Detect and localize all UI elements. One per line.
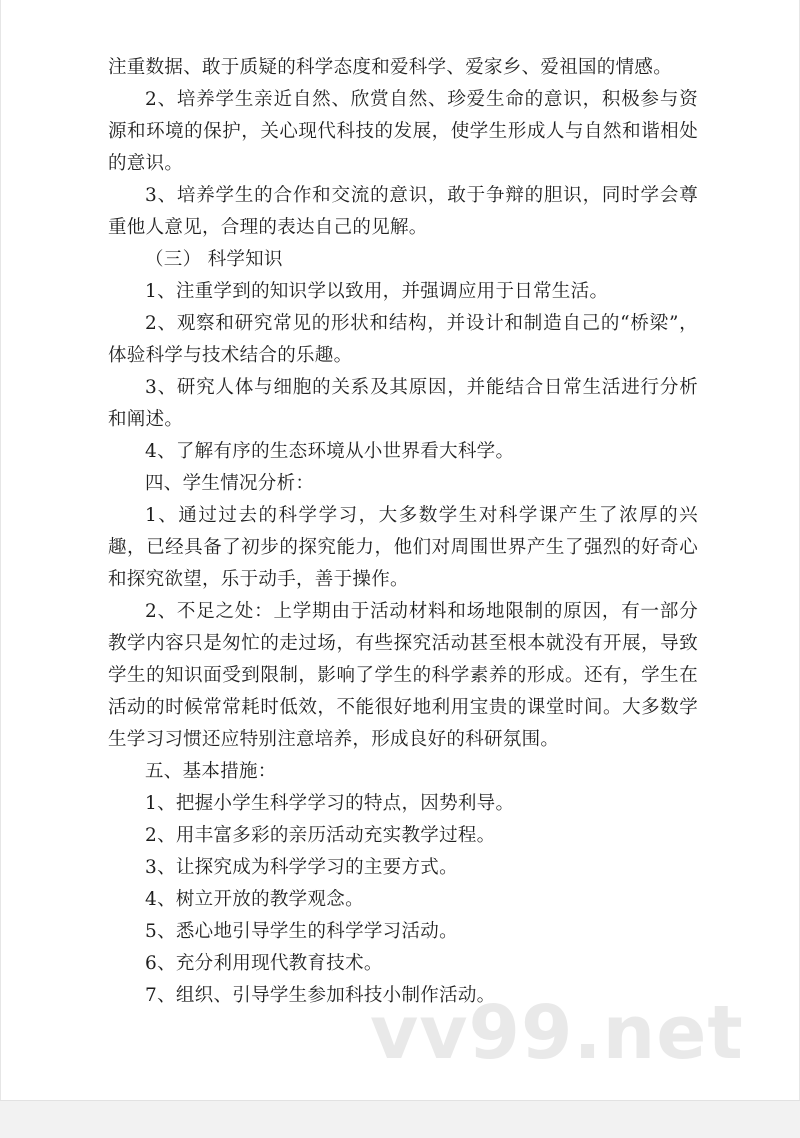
paragraph-measure-4: 4、树立开放的教学观念。 (145, 889, 364, 910)
paragraph-knowledge-4: 4、了解有序的生态环境从小世界看大科学。 (145, 441, 515, 462)
paragraph-knowledge-2: 2、观察和研究常见的形状和结构，并设计和制造自己的“桥梁”，体验科学与技术结合的乐趣。 (108, 313, 698, 366)
watermark-text: vv99.net (370, 990, 744, 1076)
paragraph-measure-6: 6、充分利用现代教育技术。 (145, 953, 383, 974)
paragraph-analysis-2: 2、不足之处：上学期由于活动材料和场地限制的原因，有一部分教学内容只是匆忙的走过场，有些探究活动甚至根本就没有开展，导致学生的知识面受到限制，影响了学生的科学素养的形成。还有，学生在活动的时候常常耗时低效，不能很好地利用宝贵的课堂时间。大多数学生学习习惯还应特别注意培养，形成良好的科研氛围。 (108, 601, 698, 750)
bottom-scroll-area[interactable] (0, 1100, 800, 1138)
page-left-edge (0, 0, 1, 1100)
section-heading-science-knowledge: （三） 科学知识 (145, 249, 283, 270)
section-heading-measures: 五、基本措施： (145, 761, 277, 782)
paragraph-measure-2: 2、用丰富多彩的亲历活动充实教学过程。 (145, 825, 496, 846)
paragraph-analysis-1: 1、通过过去的科学学习，大多数学生对科学课产生了浓厚的兴趣，已经具备了初步的探究能力，他们对周围世界产生了强烈的好奇心和探究欲望，乐于动手，善于操作。 (108, 505, 698, 590)
paragraph-measure-1: 1、把握小学生科学学习的特点，因势利导。 (145, 793, 515, 814)
paragraph-item-3-cooperation: 3、培养学生的合作和交流的意识，敢于争辩的胆识，同时学会尊重他人意见，合理的表达自己的见解。 (108, 185, 698, 238)
paragraph-item-2-nature: 2、培养学生亲近自然、欣赏自然、珍爱生命的意识，积极参与资源和环境的保护，关心现代科技的发展，使学生形成人与自然和谐相处的意识。 (108, 89, 698, 174)
paragraph-knowledge-3: 3、研究人体与细胞的关系及其原因，并能结合日常生活进行分析和阐述。 (108, 377, 698, 430)
paragraph-knowledge-1: 1、注重学到的知识学以致用，并强调应用于日常生活。 (145, 281, 609, 302)
paragraph-measure-7: 7、组织、引导学生参加科技小制作活动。 (145, 985, 496, 1006)
document-body (108, 52, 698, 1012)
paragraph-measure-5: 5、悉心地引导学生的科学学习活动。 (145, 921, 458, 942)
paragraph-measure-3: 3、让探究成为科学学习的主要方式。 (145, 857, 458, 878)
section-heading-student-analysis: 四、学生情况分析： (145, 473, 315, 494)
paragraph-line-0: 注重数据、敢于质疑的科学态度和爱科学、爱家乡、爱祖国的情感。 (108, 57, 673, 78)
